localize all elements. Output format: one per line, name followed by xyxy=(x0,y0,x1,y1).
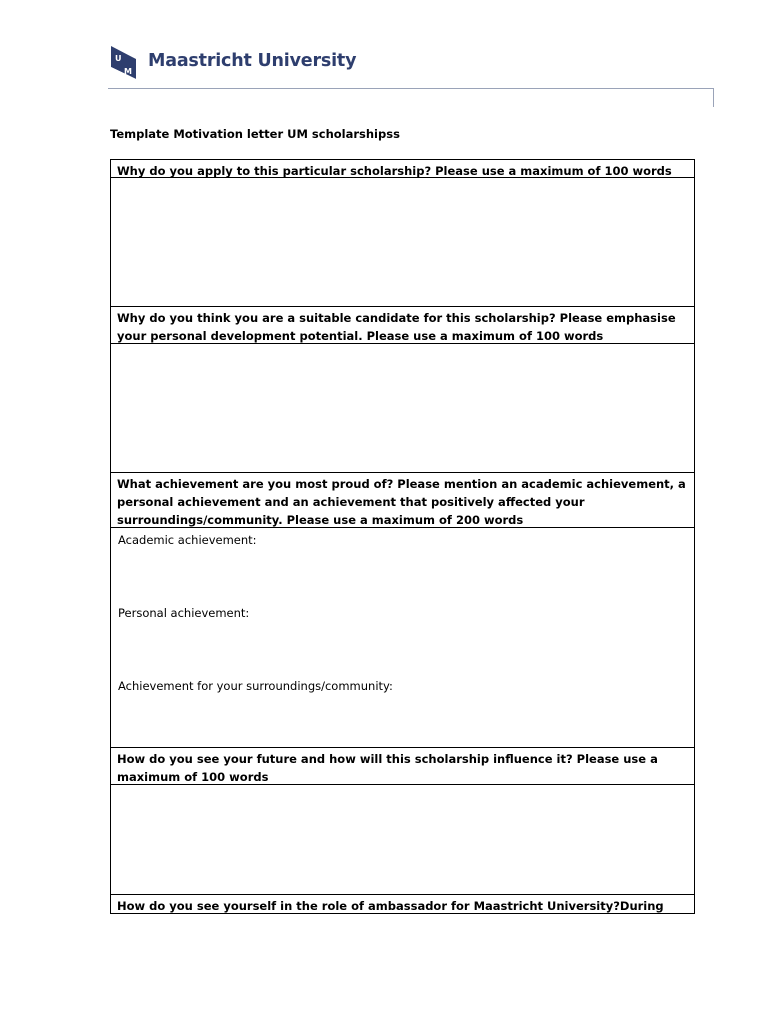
header-divider-tick xyxy=(713,88,714,107)
svg-text:M: M xyxy=(124,67,132,76)
answer-field-1[interactable] xyxy=(110,177,695,307)
university-name: Maastricht University xyxy=(148,51,357,71)
question-2: Why do you think you are a suitable candidate for this scholarship? Please emphasise your personal development potential. Please use a maximum of 100 words xyxy=(110,306,695,344)
community-achievement-label: Achievement for your surroundings/community: xyxy=(118,679,393,693)
motivation-form-table xyxy=(110,159,695,914)
question-4: How do you see your future and how will this scholarship influence it? Please use a maximum of 100 words xyxy=(110,747,695,785)
answer-field-3[interactable] xyxy=(110,527,695,748)
personal-achievement-label: Personal achievement: xyxy=(118,606,250,620)
academic-achievement-label: Academic achievement: xyxy=(118,533,257,547)
document-title: Template Motivation letter UM scholarshipss xyxy=(110,127,400,141)
header-divider xyxy=(108,88,714,89)
question-1: Why do you apply to this particular scholarship? Please use a maximum of 100 words xyxy=(110,159,695,178)
um-logo-icon xyxy=(109,45,141,81)
answer-field-4[interactable] xyxy=(110,784,695,895)
university-logo xyxy=(109,45,357,81)
svg-text:U: U xyxy=(115,54,122,63)
question-3: What achievement are you most proud of? Please mention an academic achievement, a personal achievement and an achievement that positively affected your surroundings/community. Please use a maximum of 200 words xyxy=(110,472,695,528)
question-5: How do you see yourself in the role of ambassador for Maastricht University?During xyxy=(110,894,695,914)
answer-field-2[interactable] xyxy=(110,343,695,473)
